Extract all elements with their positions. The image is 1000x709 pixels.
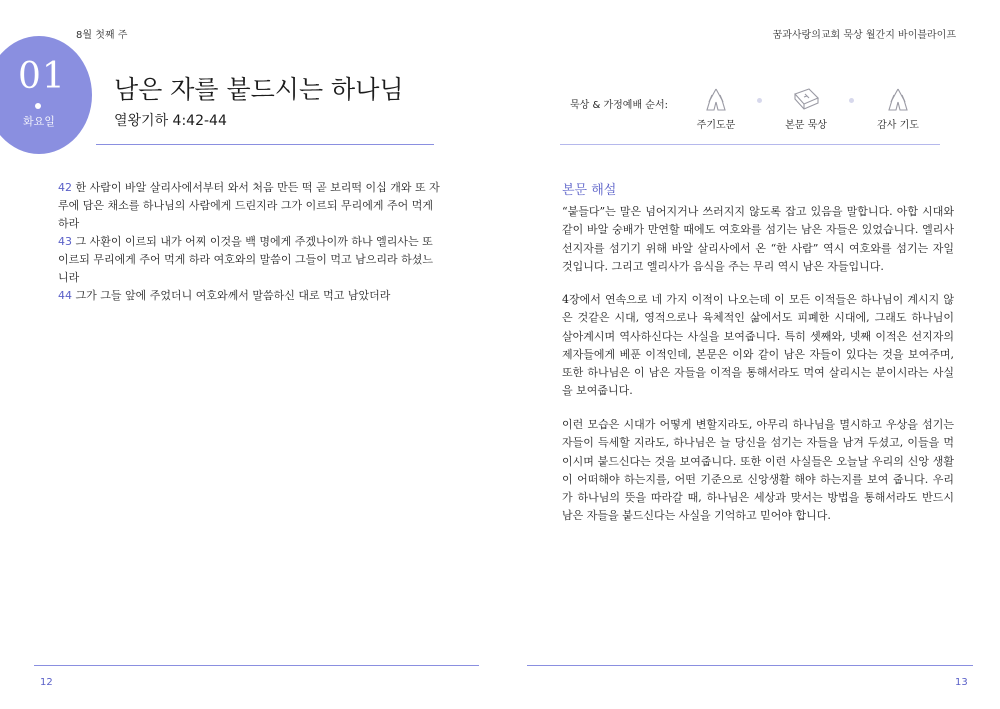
verse-number: 42 [58, 181, 72, 194]
praying-hands-icon [858, 86, 938, 114]
order-label: 묵상 & 가정예배 순서: [570, 100, 668, 111]
verse-number: 44 [58, 289, 72, 302]
verse-text: 한 사람이 바알 살리사에서부터 와서 처음 만든 떡 곧 보리떡 이십 개와 또 자루에 담은 채소를 하나님의 사람에게 드린지라 그가 이르되 무리에게 주어 먹게 하라 [58, 181, 440, 230]
verse [58, 233, 442, 287]
commentary-paragraph: 4장에서 연속으로 네 가지 이적이 나오는데 이 모든 이적들은 하나님이 계시지 않은 것같은 시대, 영적으로나 육체적인 삶에서도 피폐한 시대에, 그래도 하나님이 살아계시며 역사하신다는 사실을 보여줍니다. 특히 셋째와, 넷째 이적은 선지자의 제자들에게 베푼 이적인데, 본문은 이와 같이 남은 자들이 있다는 것을 보여주며, 또한 하나님은 이 남은 자들을 이적을 통해서라도 먹여 살리시는 분이시라는 사실을 보여줍니다. [562, 293, 954, 398]
verse [58, 179, 442, 233]
day-number: 01 [18, 56, 66, 97]
separator-dot [757, 98, 762, 103]
week-label: 8월 첫째 주 [76, 30, 128, 41]
order-item-lords-prayer [676, 86, 756, 131]
order-item-label: 본문 묵상 [785, 120, 827, 131]
order-divider [560, 144, 940, 145]
verse-text: 그가 그들 앞에 주었더니 여호와께서 말씀하신 대로 먹고 남았더라 [75, 289, 391, 302]
praying-hands-icon [676, 86, 756, 114]
scripture-reference: 열왕기하 4:42-44 [114, 113, 227, 129]
bible-book-icon [766, 86, 846, 114]
page-number-right: 13 [955, 677, 968, 688]
commentary-paragraph: 이런 모습은 시대가 어떻게 변할지라도, 아무리 하나님을 멸시하고 우상을 섬기는 자들이 득세할 지라도, 하나님은 늘 당신을 섬기는 자들을 남겨 두셨고, 이들을 먹이시며 붙드신다는 것을 보여줍니다. 또한 이런 사실들은 오늘날 우리의 신앙 생활이 어떠해야 하는지를, 어떤 기준으로 신앙생활 해야 하는지를 보여 줍니다. 우리가 하나님의 뜻을 따라갈 때, 하나님은 세상과 맞서는 방법을 통해서라도 반드시 남은 자들을 붙드신다는 사실을 기억하고 믿어야 합니다. [562, 418, 954, 523]
order-item-label: 감사 기도 [877, 120, 919, 131]
verse-text: 그 사환이 이르되 내가 어찌 이것을 백 명에게 주겠나이까 하나 엘리사는 또 이르되 무리에게 주어 먹게 하라 여호와의 말씀이 그들이 먹고 남으리라 하셨느니라 [58, 235, 433, 284]
day-badge-dot [35, 103, 41, 109]
order-item-meditation [766, 86, 846, 131]
day-weekday: 화요일 [23, 115, 55, 128]
order-item-label: 주기도문 [696, 120, 736, 131]
footer-divider-left [34, 665, 479, 666]
page-number-left: 12 [40, 677, 53, 688]
verse [58, 287, 442, 305]
order-item-thanksgiving [858, 86, 938, 131]
commentary-paragraph: “붙들다”는 말은 넘어지거나 쓰러지지 않도록 잡고 있음을 말합니다. 아합 시대와 같이 바알 숭배가 만연할 때에도 여호와를 섬기는 남은 자들은 있었습니다. 엘리사 선지자를 섬기기 위해 바알 살리사에서 온 “한 사람” 역시 여호와를 섬기는 자일 것입니다. 그리고 엘리사가 음식을 주는 무리 역시 남은 자들입니다. [562, 205, 954, 273]
publication-title: 꿈과사랑의교회 묵상 월간지 바이블라이프 [772, 30, 956, 41]
title-divider [96, 144, 434, 145]
scripture-text [58, 179, 442, 305]
verse-number: 43 [58, 235, 72, 248]
page-title: 남은 자를 붙드시는 하나님 [114, 75, 404, 104]
footer-divider-right [527, 665, 973, 666]
separator-dot [849, 98, 854, 103]
section-title: 본문 해설 [562, 183, 617, 198]
